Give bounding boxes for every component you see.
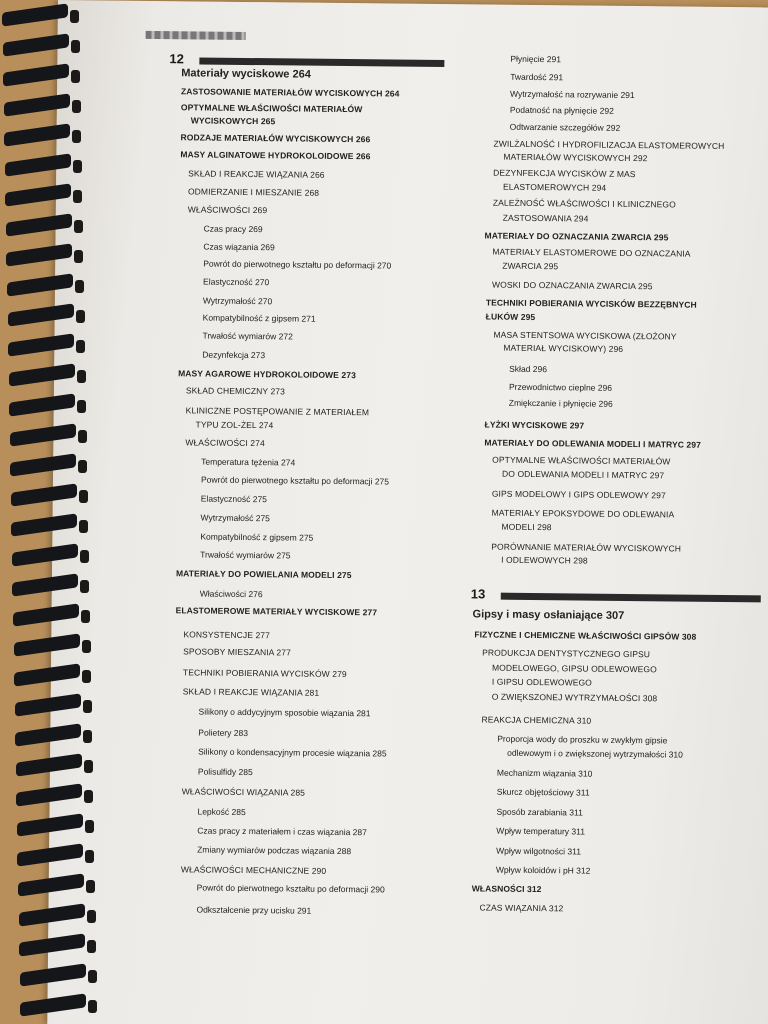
binding-coil (14, 633, 80, 656)
binding-coil (3, 33, 69, 56)
binding-coil (16, 783, 82, 806)
toc-subsection-entry: DO ODLEWANIA MODELI I MATRYC 297 (502, 468, 665, 481)
toc-subsection-entry: PRODUKCJA DENTYSTYCZNEGO GIPSU (482, 647, 651, 660)
toc-topic-entry: Silikony o kondensacyjnym procesie wiązania 285 (198, 746, 387, 759)
toc-subsection-entry: KLINICZNE POSTĘPOWANIE Z MATERIAŁEM (185, 405, 370, 418)
toc-topic-entry: Wytrzymałość 270 (202, 295, 273, 307)
toc-subsection-entry: MASA STENTSOWA WYCISKOWA (ZŁOŻONY (493, 329, 677, 342)
binding-hole (78, 430, 87, 443)
binding-hole (74, 220, 83, 233)
binding-coil (20, 963, 86, 986)
toc-subsection-entry: SKŁAD CHEMICZNY 273 (185, 385, 286, 397)
toc-subsection-entry: MATERIAŁÓW WYCISKOWYCH 292 (503, 151, 648, 164)
binding-coil (15, 723, 81, 746)
toc-topic-entry: Czas wiązania 269 (203, 241, 275, 253)
binding-hole (80, 580, 89, 593)
binding-hole (87, 940, 96, 953)
binding-coil (9, 363, 75, 386)
toc-topic-entry: Polisulfidy 285 (197, 766, 253, 778)
toc-subsection-entry: PORÓWNANIE MATERIAŁÓW WYCISKOWYCH (491, 541, 682, 554)
toc-subsection-entry: ELASTOMEROWYCH 294 (503, 181, 607, 193)
binding-coil (4, 123, 70, 146)
binding-hole (84, 760, 93, 773)
binding-hole (73, 190, 82, 203)
binding-hole (76, 310, 85, 323)
toc-topic-entry: Elastyczność 275 (200, 493, 267, 505)
toc-subsection-entry: MATERIAŁY ELASTOMEROWE DO OZNACZANIA (492, 246, 691, 259)
toc-topic-entry: Temperatura tężenia 274 (201, 456, 296, 468)
toc-topic-entry: Kompatybilność z gipsem 275 (200, 531, 314, 543)
toc-topic-entry: Sposób zarabiania 311 (496, 806, 583, 818)
page-top-mark (146, 31, 246, 40)
binding-coil (11, 483, 77, 506)
binding-hole (85, 850, 94, 863)
toc-subsection-entry: GIPS MODELOWY I GIPS ODLEWOWY 297 (491, 488, 666, 501)
toc-subsection-entry: MODELI 298 (501, 521, 552, 533)
binding-hole (85, 820, 94, 833)
toc-subsection-entry: DEZYNFEKCJA WYCISKÓW Z MAS (493, 167, 636, 180)
toc-topic-entry: Przewodnictwo cieplne 296 (508, 381, 613, 393)
toc-section-heading: MATERIAŁY DO POWIELANIA MODELI 275 (175, 568, 352, 581)
binding-hole (81, 610, 90, 623)
toc-subsection-entry: CZAS WIĄZANIA 312 (479, 902, 564, 914)
binding-coil (9, 393, 75, 416)
toc-topic-entry: Polietery 283 (198, 727, 249, 739)
binding-hole (72, 100, 81, 113)
chapter-13-heading (471, 586, 761, 609)
toc-topic-entry: Dezynfekcja 273 (202, 349, 266, 361)
binding-hole (74, 250, 83, 263)
toc-topic-entry: Podatność na płynięcie 292 (509, 104, 614, 116)
binding-hole (83, 730, 92, 743)
binding-hole (82, 640, 91, 653)
toc-subsection-entry: ZALEŻNOŚĆ WŁAŚCIWOŚCI I KLINICZNEGO (492, 197, 676, 210)
toc-topic-entry: Trwałość wymiarów 272 (202, 330, 293, 342)
binding-coil (2, 3, 68, 26)
chapter-number: 13 (470, 586, 486, 602)
toc-subsection-entry: OPTYMALNE WŁAŚCIWOŚCI MATERIAŁÓW (492, 454, 671, 467)
binding-hole (88, 970, 97, 983)
binding-coil (19, 933, 85, 956)
toc-topic-entry: Skurcz objętościowy 311 (496, 786, 590, 798)
toc-subsection-entry: WOSKI DO OZNACZANIA ZWARCIA 295 (491, 279, 653, 292)
book-page (47, 0, 768, 1024)
binding-hole (79, 520, 88, 533)
binding-hole (75, 280, 84, 293)
toc-topic-entry: Proporcja wody do proszku w zwykłym gipsie (497, 733, 668, 746)
toc-section-heading: MASY AGAROWE HYDROKOLOIDOWE 273 (178, 368, 356, 381)
binding-hole (76, 340, 85, 353)
toc-left-column (169, 1, 460, 916)
toc-subsection-entry: WŁAŚCIWOŚCI 274 (185, 437, 265, 449)
binding-coil (8, 303, 74, 326)
toc-subsection-entry: SKŁAD I REAKCJE WIĄZANIA 266 (188, 168, 325, 180)
toc-topic-entry: Zmiany wymiarów podczas wiązania 288 (197, 844, 352, 857)
toc-subsection-entry: TYPU ZOL-ŻEL 274 (195, 419, 274, 431)
binding-coil (4, 93, 70, 116)
toc-subsection-entry: ODMIERZANIE I MIESZANIE 268 (187, 186, 320, 198)
binding-hole (80, 550, 89, 563)
toc-topic-entry: Mechanizm wiązania 310 (496, 767, 593, 779)
toc-section-heading: ELASTOMEROWE MATERIAŁY WYCISKOWE 277 (175, 605, 378, 618)
chapter-bar (501, 593, 761, 603)
toc-topic-entry: Zmiękczanie i płynięcie 296 (508, 397, 613, 409)
toc-topic-entry: Właściwości 276 (199, 588, 263, 600)
toc-chapter-title: Gipsy i masy osłaniające 307 (472, 608, 625, 622)
binding-coil (3, 63, 69, 86)
binding-coil (10, 453, 76, 476)
toc-subsection-entry: KONSYSTENCJE 277 (183, 629, 271, 641)
toc-subsection-entry: TECHNIKI POBIERANIA WYCISKÓW 279 (182, 667, 347, 680)
toc-subsection-entry: WŁAŚCIWOŚCI WIĄZANIA 285 (181, 786, 306, 798)
toc-subsection-entry: MODELOWEGO, GIPSU ODLEWOWEGO (491, 662, 657, 675)
toc-subsection-entry: MATERIAŁY EPOKSYDOWE DO ODLEWANIA (491, 507, 675, 520)
binding-coil (6, 243, 72, 266)
toc-subsection-entry: I ODLEWOWYCH 298 (501, 554, 588, 566)
toc-subsection-entry: SPOSOBY MIESZANIA 277 (183, 646, 291, 658)
toc-topic-entry: Czas pracy 269 (203, 223, 263, 235)
toc-topic-entry: odlewowym i o zwiększonej wytrzymałości 310 (507, 747, 683, 760)
toc-topic-entry: Skład 296 (509, 363, 548, 375)
binding-hole (72, 130, 81, 143)
toc-section-heading: MATERIAŁY DO OZNACZANIA ZWARCIA 295 (484, 230, 669, 243)
chapter-bar (199, 57, 444, 67)
spiral-binding (0, 0, 92, 1024)
toc-section-heading: ŁYŻKI WYCISKOWE 297 (484, 419, 585, 431)
binding-coil (10, 423, 76, 446)
toc-subsection-entry: MATERIAŁ WYCISKOWY) 296 (503, 342, 624, 354)
toc-subsection-entry: ZASTOSOWANIA 294 (502, 212, 589, 224)
binding-coil (8, 333, 74, 356)
binding-hole (71, 70, 80, 83)
binding-coil (17, 813, 83, 836)
toc-subsection-entry: REAKCJA CHEMICZNA 310 (481, 714, 592, 726)
binding-coil (5, 153, 71, 176)
toc-subsection-entry: WŁAŚCIWOŚCI MECHANICZNE 290 (180, 864, 327, 876)
toc-section-heading: WYCISKOWYCH 265 (190, 115, 276, 127)
toc-topic-entry: Płynięcie 291 (510, 53, 562, 65)
binding-coil (18, 873, 84, 896)
binding-coil (12, 573, 78, 596)
toc-subsection-entry: ZWILŻALNOŚĆ I HYDROFILIZACJA ELASTOMEROWYCH (493, 138, 725, 151)
binding-coil (13, 603, 79, 626)
toc-subsection-entry: ZWARCIA 295 (502, 260, 559, 272)
chapter-number: 12 (169, 51, 184, 67)
binding-hole (73, 160, 82, 173)
toc-subsection-entry: I GIPSU ODLEWOWEGO (491, 676, 592, 688)
toc-section-heading: MATERIAŁY DO ODLEWANIA MODELI I MATRYC 297 (484, 437, 701, 450)
toc-section-heading: ZASTOSOWANIE MATERIAŁÓW WYCISKOWYCH 264 (180, 86, 400, 99)
binding-hole (83, 700, 92, 713)
binding-hole (78, 460, 87, 473)
toc-topic-entry: Wytrzymałość na rozrywanie 291 (509, 88, 635, 101)
binding-coil (7, 273, 73, 296)
toc-topic-entry: Wpływ temperatury 311 (496, 825, 586, 837)
toc-section-heading: WŁASNOŚCI 312 (471, 883, 542, 895)
toc-topic-entry: Kompatybilność z gipsem 271 (202, 312, 316, 324)
toc-topic-entry: Odtwarzanie szczegółów 292 (509, 121, 621, 133)
toc-topic-entry: Trwałość wymiarów 275 (200, 549, 291, 561)
binding-hole (71, 40, 80, 53)
toc-topic-entry: Elastyczność 270 (203, 276, 270, 288)
toc-right-column (470, 4, 763, 914)
binding-coil (12, 543, 78, 566)
binding-coil (15, 693, 81, 716)
toc-topic-entry: Czas pracy z materiałem i czas wiązania 287 (197, 825, 367, 838)
toc-topic-entry: Wytrzymałość 275 (200, 512, 270, 524)
binding-coil (17, 843, 83, 866)
binding-coil (20, 993, 86, 1016)
binding-hole (82, 670, 91, 683)
toc-section-heading: RODZAJE MATERIAŁÓW WYCISKOWYCH 266 (180, 132, 371, 145)
toc-topic-entry: Odkształcenie przy ucisku 291 (196, 904, 312, 916)
toc-topic-entry: Powrót do pierwotnego kształtu po deformacji 290 (196, 882, 385, 895)
toc-topic-entry: Powrót do pierwotnego kształtu po deformacji 270 (203, 258, 392, 271)
binding-coil (5, 183, 71, 206)
binding-hole (79, 490, 88, 503)
binding-coil (19, 903, 85, 926)
toc-section-heading: FIZYCZNE I CHEMICZNE WŁAŚCIWOŚCI GIPSÓW 308 (474, 629, 697, 642)
binding-coil (6, 213, 72, 236)
toc-topic-entry: Twardość 291 (510, 71, 564, 83)
binding-hole (77, 400, 86, 413)
toc-topic-entry: Wpływ wilgotności 311 (496, 845, 582, 857)
binding-hole (84, 790, 93, 803)
binding-hole (88, 1000, 97, 1013)
toc-section-heading: MASY ALGINATOWE HYDROKOLOIDOWE 266 (180, 149, 371, 162)
toc-subsection-entry: SKŁAD I REAKCJE WIĄZANIA 281 (182, 686, 320, 698)
toc-subsection-entry: O ZWIĘKSZONEJ WYTRZYMAŁOŚCI 308 (491, 691, 658, 704)
toc-subsection-entry: WŁAŚCIWOŚCI 269 (187, 204, 268, 216)
binding-coil (11, 513, 77, 536)
binding-coil (16, 753, 82, 776)
toc-topic-entry: Powrót do pierwotnego kształtu po deformacji 275 (200, 474, 390, 487)
toc-topic-entry: Silikony o addycyjnym sposobie wiązania 281 (198, 706, 371, 719)
toc-topic-entry: Lepkość 285 (197, 806, 246, 818)
toc-topic-entry: Wpływ koloidów i pH 312 (495, 864, 591, 876)
toc-section-heading: ŁUKÓW 295 (485, 311, 536, 323)
binding-hole (70, 10, 79, 23)
toc-section-heading: TECHNIKI POBIERANIA WYCISKÓW BEZZĘBNYCH (485, 297, 697, 310)
toc-section-heading: OPTYMALNE WŁAŚCIWOŚCI MATERIAŁÓW (180, 102, 363, 115)
toc-chapter-title: Materiały wyciskowe 264 (181, 67, 311, 81)
binding-hole (77, 370, 86, 383)
binding-hole (86, 880, 95, 893)
binding-coil (14, 663, 80, 686)
binding-hole (87, 910, 96, 923)
